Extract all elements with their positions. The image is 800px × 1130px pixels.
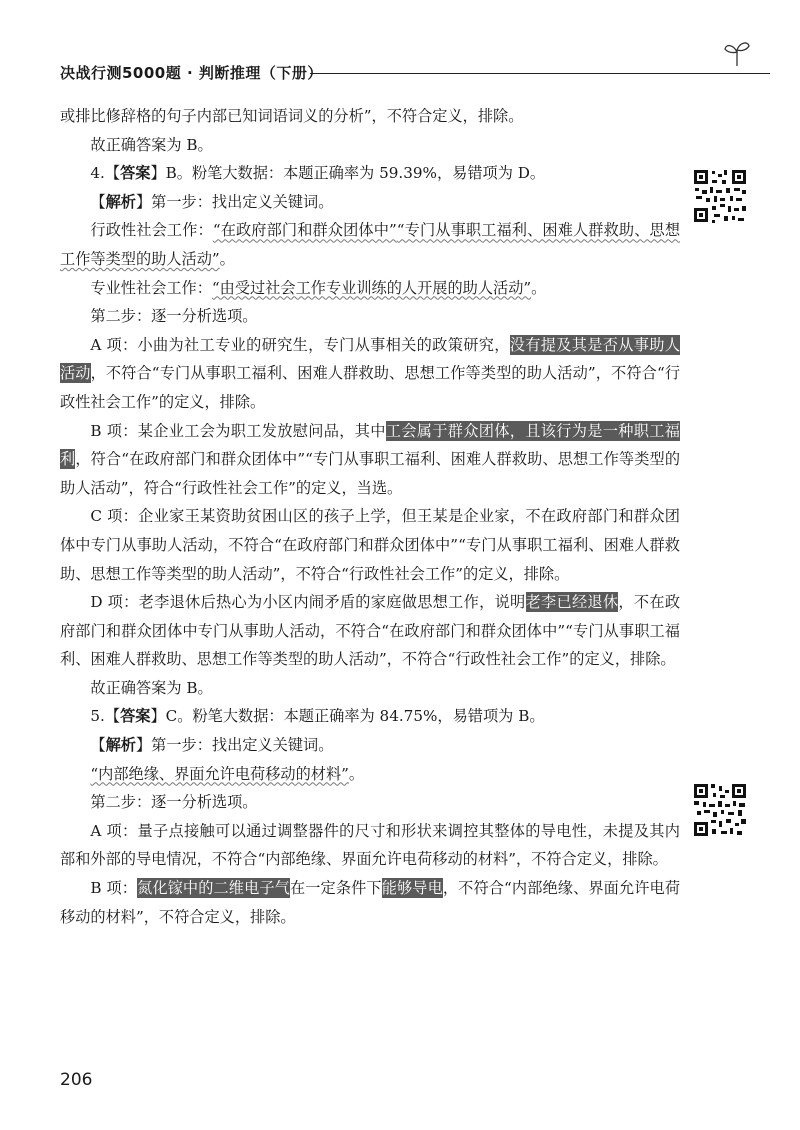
highlight: 老李已经退休 [525,593,619,612]
keyword: “由受过社会工作专业训练的人开展的助人活动” [211,278,532,297]
option-d: D 项：老李退休后热心为小区内闹矛盾的家庭做思想工作，说明老李已经退休，不在政府部门和群众团体中专门从事助人活动，不符合“在政府部门和群众团体中”“专门从事职工福利、困难人群救助、思想工作等类型的助人活动”，不符合“行政性社会工作”的定义，排除。 [60,593,681,669]
option-b: B 项：某企业工会为职工发放慰问品，其中工会属于群众团体，且该行为是一种职工福利，符合“在政府部门和群众团体中”“专门从事职工福利、困难人群救助、思想工作等类型的助人活动”，符合“行政性社会工作”的定义，当选。 [60,421,681,497]
option-c: C 项：企业家王某资助贫困山区的孩子上学，但王某是企业家，不在政府部门和群众团体中专门从事助人活动，不符合“在政府部门和群众团体中”“专门从事职工福利、困难人群救助、思想工作等类型的助人活动”，不符合“行政性社会工作”的定义，排除。 [60,507,680,583]
option-b: B 项：氮化镓中的二维电子气在一定条件下能够导电，不符合“内部绝缘、界面允许电荷移动的材料”，不符合定义，排除。 [60,879,681,926]
analysis-label: 解析 [105,736,136,755]
page-body [60,102,680,931]
qr-code-icon[interactable] [692,168,748,224]
answer-label: 答案 [120,164,151,183]
page-number: 206 [60,1070,93,1090]
definition-administrative: 行政性社会工作：“在政府部门和群众团体中”“专门从事职工福利、困难人群救助、思想工作等类型的助人活动”。 [60,221,681,268]
analysis-label: 解析 [105,192,136,211]
question-5-analysis: 【解析】第一步：找出定义关键词。 [90,736,334,755]
paragraph: 故正确答案为 B。 [90,135,213,154]
qr-code-icon[interactable] [692,782,748,838]
definition-professional: 专业性社会工作：“由受过社会工作专业训练的人开展的助人活动”。 [90,278,547,297]
option-a: A 项：小曲为社工专业的研究生，专门从事相关的政策研究，没有提及其是否从事助人活动，不符合“专门从事职工福利、困难人群救助、思想工作等类型的助人活动”，不符合“行政性社会工作”的定义，排除。 [60,335,681,411]
running-header [60,60,760,90]
answer-label: 答案 [120,707,151,726]
highlight: 能够导电 [381,879,443,898]
header-rule [310,73,770,74]
definition-material: “内部绝缘、界面允许电荷移动的材料”。 [90,764,365,783]
highlight: 没有提及其是否从事助人活动 [60,335,681,383]
book-title: 决战行测5000题 · 判断推理（下册） [60,64,323,82]
keyword: “内部绝缘、界面允许电荷移动的材料” [90,764,349,783]
paragraph: 第二步：逐一分析选项。 [90,793,258,812]
question-4-analysis: 【解析】第一步：找出定义关键词。 [90,192,334,211]
highlight: 氮化镓中的二维电子气 [137,879,290,898]
paragraph: 第二步：逐一分析选项。 [90,307,258,326]
paragraph: 或排比修辞格的句子内部已知词语词义的分析”，不符合定义，排除。 [60,107,524,125]
question-5-answer: 5.【答案】C。粉笔大数据：本题正确率为 84.75%，易错项为 B。 [90,707,545,726]
keyword: “在政府部门和群众团体中” [212,221,397,240]
sprout-icon [722,38,752,68]
option-a: A 项：量子点接触可以通过调整器件的尺寸和形状来调控其整体的导电性，未提及其内部和外部的导电情况，不符合“内部绝缘、界面允许电荷移动的材料”，不符合定义，排除。 [60,821,680,869]
question-4-answer: 4.【答案】B。粉笔大数据：本题正确率为 59.39%，易错项为 D。 [90,164,546,183]
highlight: 工会属于群众团体，且该行为是一种职工福利 [60,421,680,469]
paragraph: 故正确答案为 B。 [90,678,213,697]
keyword: “专门从事职工福利、困难人群救助、思想工作等类型的助人活动” [60,221,681,268]
